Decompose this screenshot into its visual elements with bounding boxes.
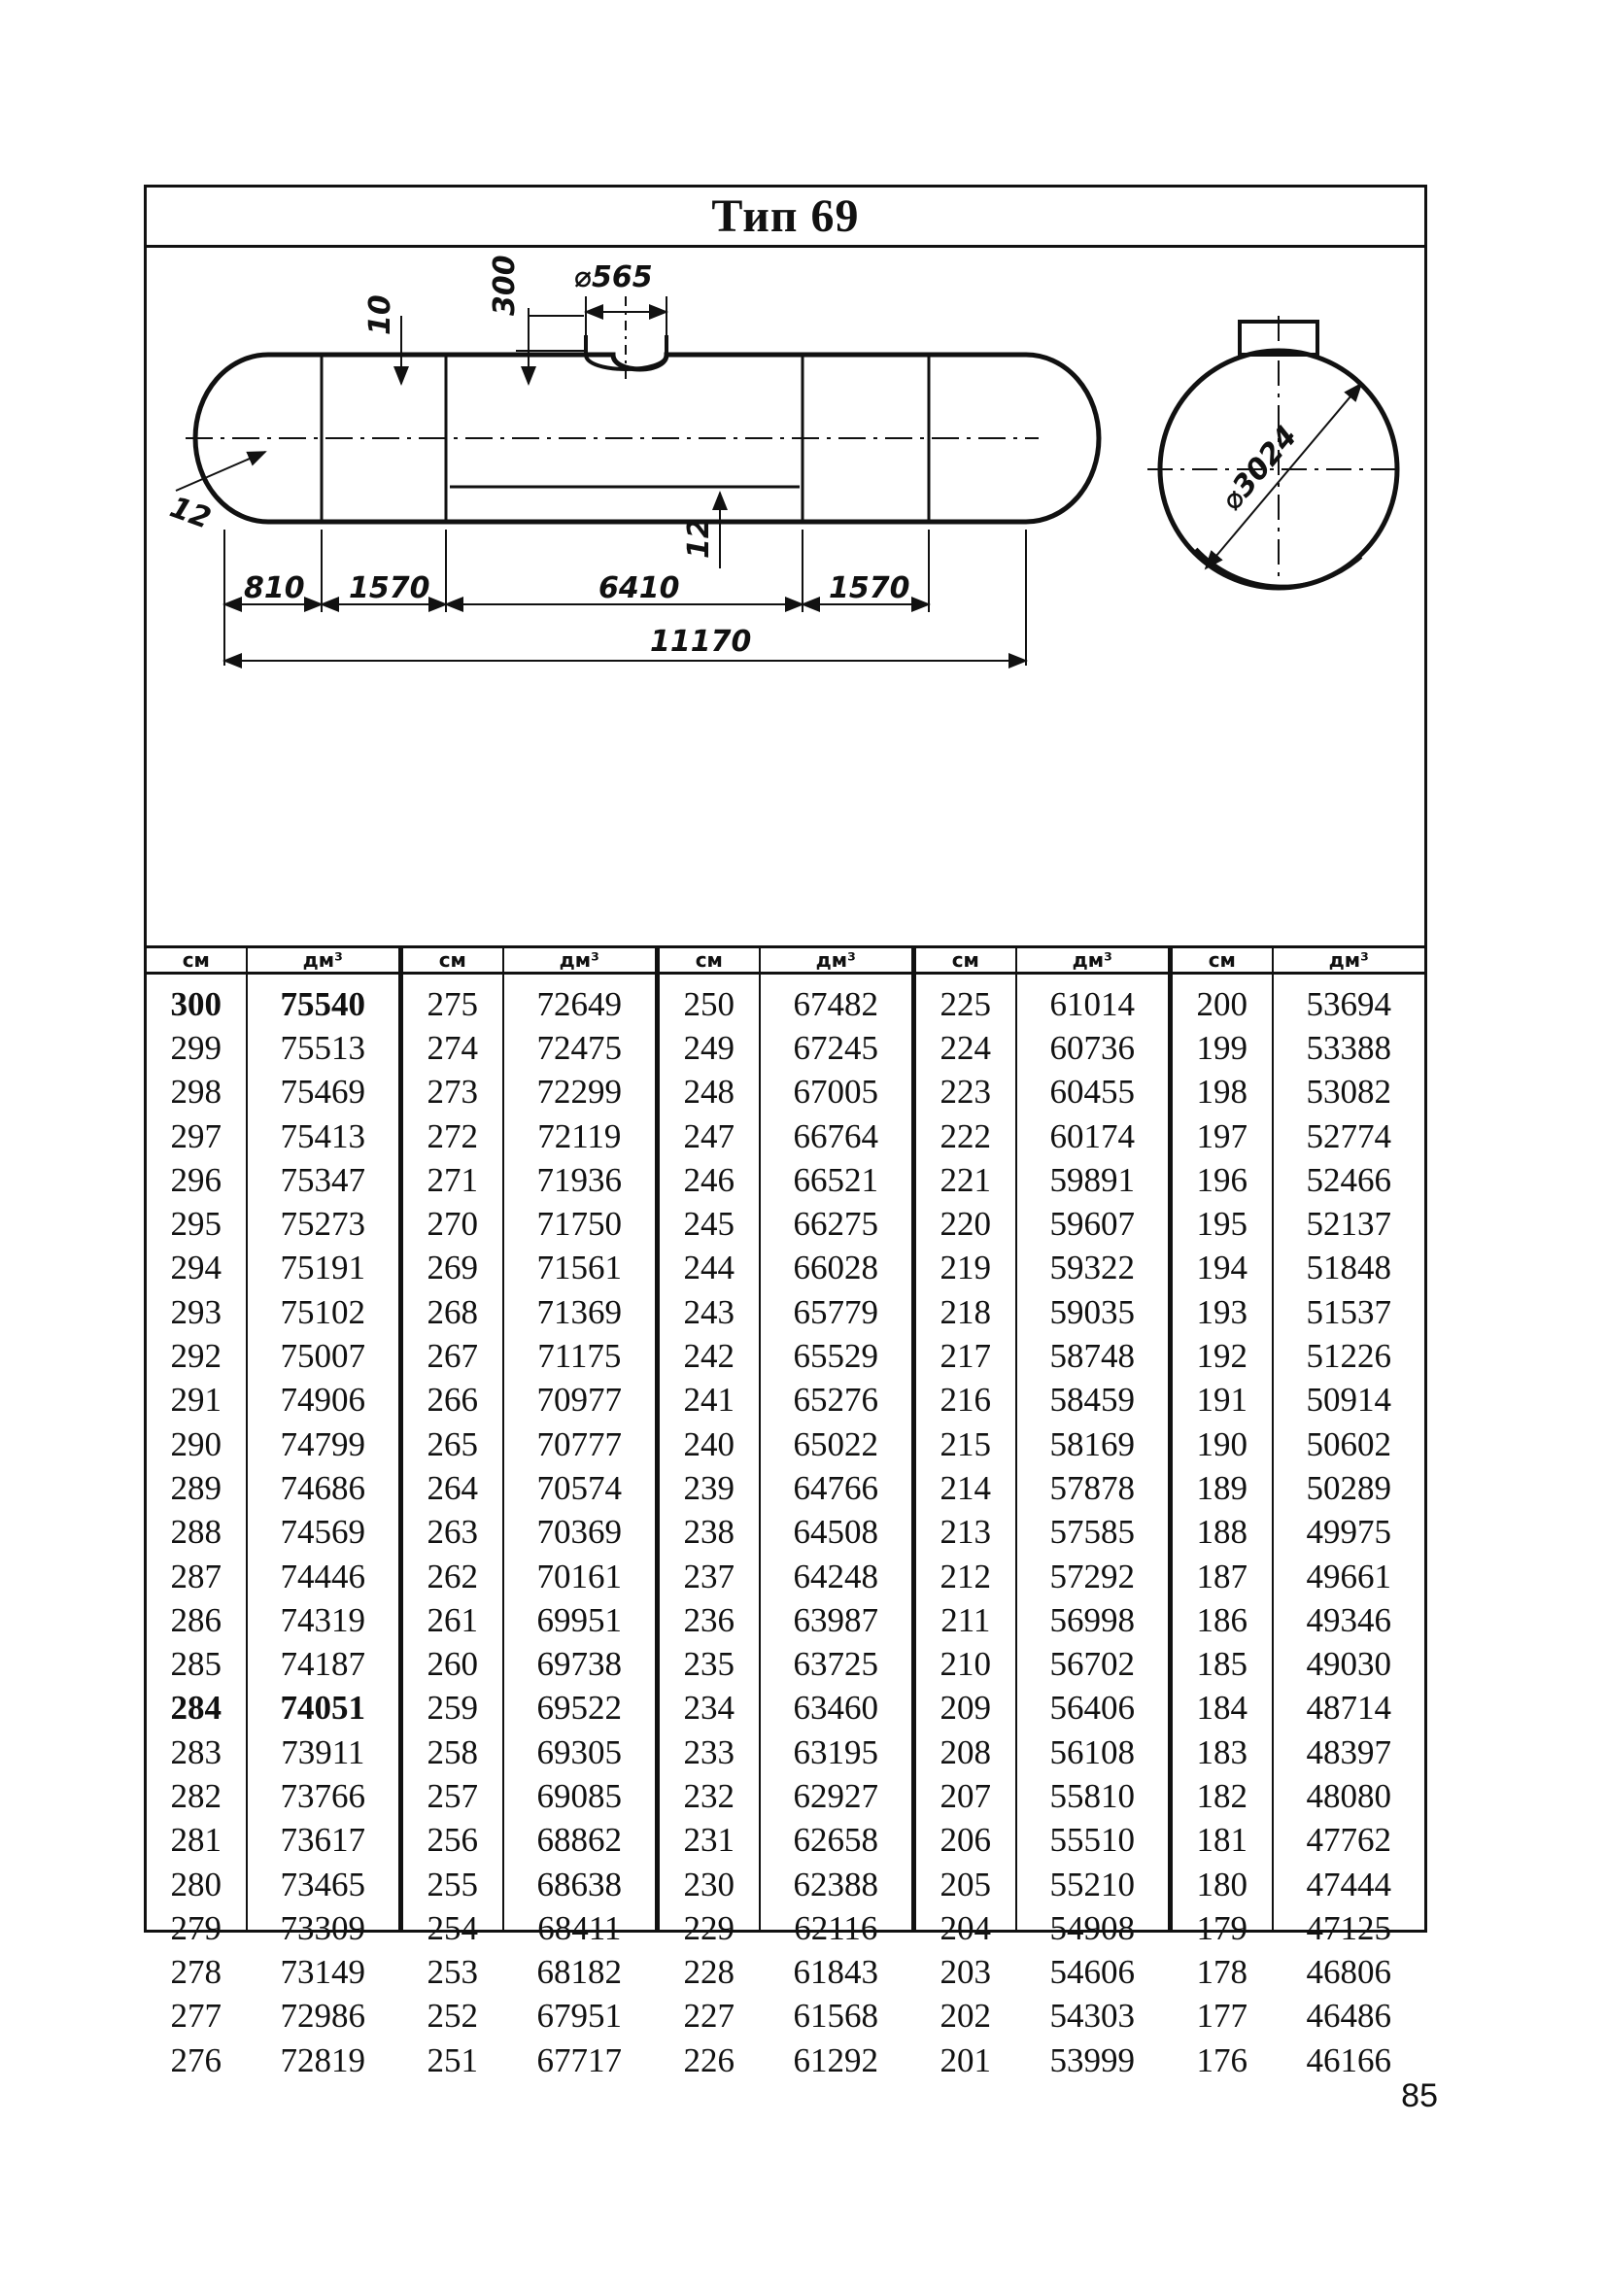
volume-cell: 66764: [793, 1116, 879, 1155]
level-cell: 180: [1196, 1865, 1248, 1903]
volume-cell: 57585: [1049, 1513, 1136, 1552]
level-column: [1173, 948, 1274, 2079]
level-cell: 299: [170, 1028, 222, 1067]
volume-cell: 63725: [793, 1645, 879, 1684]
level-cell: 201: [940, 2040, 992, 2079]
volume-cell: 62388: [793, 1865, 879, 1903]
level-cell: 183: [1196, 1732, 1248, 1771]
level-cell: 247: [683, 1116, 735, 1155]
volume-cell: 55510: [1049, 1821, 1136, 1860]
tank-table-frame: [144, 185, 1427, 2079]
dim-seg1: 810: [244, 571, 305, 605]
level-cell: 272: [427, 1116, 479, 1155]
volume-cell: 75102: [280, 1292, 366, 1331]
volume-cell: 75540: [280, 984, 366, 1023]
volume-cell: 49346: [1306, 1600, 1392, 1639]
level-cell: 179: [1196, 1908, 1248, 1947]
level-cell: 270: [427, 1205, 479, 1244]
volume-cell: 67005: [793, 1073, 879, 1112]
level-cell: 250: [683, 984, 735, 1023]
level-cell: 288: [170, 1513, 222, 1552]
volume-cell: 55210: [1049, 1865, 1136, 1903]
level-cell: 279: [170, 1908, 222, 1947]
level-cell: 297: [170, 1116, 222, 1155]
volume-cell: 72475: [536, 1028, 623, 1067]
volume-cell: 48714: [1306, 1689, 1392, 1728]
volume-cell: 75273: [280, 1205, 366, 1244]
dim-seg4: 1570: [829, 571, 910, 605]
volume-cell: 65529: [793, 1337, 879, 1376]
volume-cell: 72819: [280, 2040, 366, 2079]
volume-cell: 69522: [536, 1689, 623, 1728]
level-cell: 221: [940, 1160, 992, 1199]
level-cell: 271: [427, 1160, 479, 1199]
volume-cell: 58748: [1049, 1337, 1136, 1376]
level-cell: 260: [427, 1645, 479, 1684]
level-cell: 254: [427, 1908, 479, 1947]
dim-wall-top: 10: [363, 294, 397, 335]
level-cell: 210: [940, 1645, 992, 1684]
volume-cell: 57292: [1049, 1557, 1136, 1595]
level-cell: 246: [683, 1160, 735, 1199]
volume-cell: 65276: [793, 1381, 879, 1420]
volume-cell: 70777: [536, 1424, 623, 1463]
level-cell: 244: [683, 1249, 735, 1287]
volume-cell: 68862: [536, 1821, 623, 1860]
volume-cell: 54606: [1049, 1953, 1136, 1992]
volume-cell: 51848: [1306, 1249, 1392, 1287]
header-cm: см: [403, 948, 502, 975]
level-cell: 245: [683, 1205, 735, 1244]
volume-cell: 75469: [280, 1073, 366, 1112]
volume-cell: 75347: [280, 1160, 366, 1199]
volume-cell: 72119: [537, 1116, 622, 1155]
table-column-group: [1173, 948, 1424, 2079]
dim-diameter: ⌀3024: [1214, 419, 1305, 518]
table-column-group: [403, 948, 660, 2079]
level-cell: 178: [1196, 1953, 1248, 1992]
volume-cell: 58459: [1049, 1381, 1136, 1420]
dim-wall-bottom: 12: [682, 518, 716, 559]
level-cell: 176: [1196, 2040, 1248, 2079]
volume-cell: 68411: [537, 1908, 622, 1947]
volume-cell: 64508: [793, 1513, 879, 1552]
level-cell: 229: [683, 1908, 735, 1947]
volume-cell: 61292: [793, 2040, 879, 2079]
level-column: [660, 948, 761, 2079]
level-cell: 233: [683, 1732, 735, 1771]
level-cell: 252: [427, 1997, 479, 2036]
dim-neck-diameter: ⌀565: [574, 260, 653, 294]
volume-cell: 63987: [793, 1600, 879, 1639]
volume-column: [1017, 948, 1168, 2079]
volume-cell: 74906: [280, 1381, 366, 1420]
level-cell: 239: [683, 1468, 735, 1507]
volume-cell: 56108: [1049, 1732, 1136, 1771]
level-cell: 185: [1196, 1645, 1248, 1684]
level-cell: 293: [170, 1292, 222, 1331]
level-cell: 237: [683, 1557, 735, 1595]
volume-cell: 53999: [1049, 2040, 1136, 2079]
level-cell: 269: [427, 1249, 479, 1287]
level-column: [916, 948, 1017, 2079]
level-cell: 278: [170, 1953, 222, 1992]
volume-cell: 70161: [536, 1557, 623, 1595]
level-cell: 281: [170, 1821, 222, 1860]
table-column-group: [660, 948, 916, 2079]
title-bar: [147, 188, 1424, 248]
level-cell: 200: [1196, 984, 1248, 1023]
volume-cell: 47444: [1306, 1865, 1392, 1903]
level-cell: 184: [1196, 1689, 1248, 1728]
page-title: Тип 69: [711, 190, 860, 242]
level-cell: 242: [683, 1337, 735, 1376]
volume-cell: 71175: [537, 1337, 622, 1376]
volume-cell: 66275: [793, 1205, 879, 1244]
level-cell: 256: [427, 1821, 479, 1860]
level-cell: 300: [170, 984, 222, 1023]
level-cell: 259: [427, 1689, 479, 1728]
volume-cell: 71561: [536, 1249, 623, 1287]
volume-cell: 54303: [1049, 1997, 1136, 2036]
level-cell: 231: [683, 1821, 735, 1860]
volume-cell: 70574: [536, 1468, 623, 1507]
level-cell: 217: [940, 1337, 992, 1376]
volume-cell: 64766: [793, 1468, 879, 1507]
level-cell: 265: [427, 1424, 479, 1463]
volume-cell: 60736: [1049, 1028, 1136, 1067]
volume-cell: 69305: [536, 1732, 623, 1771]
volume-cell: 47762: [1306, 1821, 1392, 1860]
volume-cell: 75513: [280, 1028, 366, 1067]
level-cell: 273: [427, 1073, 479, 1112]
volume-cell: 74187: [280, 1645, 366, 1684]
volume-cell: 46486: [1306, 1997, 1392, 2036]
level-cell: 222: [940, 1116, 992, 1155]
volume-cell: 59035: [1049, 1292, 1136, 1331]
volume-cell: 69085: [536, 1776, 623, 1815]
volume-cell: 72649: [536, 984, 623, 1023]
volume-cell: 59607: [1049, 1205, 1136, 1244]
page-number: 85: [1401, 2077, 1438, 2114]
volume-cell: 64248: [793, 1557, 879, 1595]
volume-cell: 70369: [536, 1513, 623, 1552]
level-cell: 213: [940, 1513, 992, 1552]
header-dm: дм³: [1274, 948, 1424, 975]
volume-cell: 52137: [1306, 1205, 1392, 1244]
level-cell: 258: [427, 1732, 479, 1771]
dim-total: 11170: [650, 625, 752, 659]
level-cell: 224: [940, 1028, 992, 1067]
volume-cell: 67245: [793, 1028, 879, 1067]
volume-cell: 59891: [1049, 1160, 1136, 1199]
volume-cell: 51537: [1306, 1292, 1392, 1331]
level-cell: 226: [683, 2040, 735, 2079]
level-cell: 205: [940, 1865, 992, 1903]
level-cell: 181: [1196, 1821, 1248, 1860]
side-view: [176, 296, 1099, 666]
level-cell: 198: [1196, 1073, 1248, 1112]
level-cell: 255: [427, 1865, 479, 1903]
volume-cell: 63195: [793, 1732, 879, 1771]
level-cell: 228: [683, 1953, 735, 1992]
dim-head-wall: 12: [165, 490, 216, 536]
volume-cell: 73149: [280, 1953, 366, 1992]
level-cell: 215: [940, 1424, 992, 1463]
volume-cell: 49030: [1306, 1645, 1392, 1684]
level-cell: 230: [683, 1865, 735, 1903]
volume-cell: 60455: [1049, 1073, 1136, 1112]
volume-cell: 62927: [793, 1776, 879, 1815]
level-cell: 238: [683, 1513, 735, 1552]
level-cell: 266: [427, 1381, 479, 1420]
dim-seg2: 1570: [349, 571, 430, 605]
level-cell: 291: [170, 1381, 222, 1420]
level-cell: 276: [170, 2040, 222, 2079]
volume-cell: 72986: [280, 1997, 366, 2036]
volume-cell: 46166: [1306, 2040, 1392, 2079]
volume-column: [248, 948, 398, 2079]
level-cell: 204: [940, 1908, 992, 1947]
volume-cell: 49661: [1306, 1557, 1392, 1595]
volume-cell: 65022: [793, 1424, 879, 1463]
volume-cell: 71750: [536, 1205, 623, 1244]
volume-cell: 66521: [793, 1160, 879, 1199]
volume-cell: 48397: [1306, 1732, 1392, 1771]
volume-cell: 50289: [1306, 1468, 1392, 1507]
volume-column: [1274, 948, 1424, 2079]
level-cell: 284: [170, 1689, 222, 1728]
volume-cell: 47125: [1306, 1908, 1392, 1947]
volume-cell: 58169: [1049, 1424, 1136, 1463]
header-dm: дм³: [504, 948, 655, 975]
level-cell: 289: [170, 1468, 222, 1507]
header-cm: см: [916, 948, 1015, 975]
level-cell: 211: [940, 1600, 991, 1639]
level-cell: 294: [170, 1249, 222, 1287]
level-cell: 268: [427, 1292, 479, 1331]
volume-cell: 54908: [1049, 1908, 1136, 1947]
volume-cell: 74319: [280, 1600, 366, 1639]
level-cell: 240: [683, 1424, 735, 1463]
volume-cell: 68182: [536, 1953, 623, 1992]
volume-cell: 48080: [1306, 1776, 1392, 1815]
volume-column: [504, 948, 655, 2079]
level-cell: 264: [427, 1468, 479, 1507]
level-cell: 199: [1196, 1028, 1248, 1067]
volume-cell: 75007: [280, 1337, 366, 1376]
volume-cell: 69738: [536, 1645, 623, 1684]
level-cell: 248: [683, 1073, 735, 1112]
level-cell: 218: [940, 1292, 992, 1331]
volume-cell: 73617: [280, 1821, 366, 1860]
volume-cell: 56702: [1049, 1645, 1136, 1684]
level-cell: 227: [683, 1997, 735, 2036]
level-cell: 274: [427, 1028, 479, 1067]
level-cell: 262: [427, 1557, 479, 1595]
volume-cell: 53388: [1306, 1028, 1392, 1067]
level-cell: 257: [427, 1776, 479, 1815]
level-cell: 290: [170, 1424, 222, 1463]
volume-cell: 75413: [280, 1116, 366, 1155]
header-cm: см: [660, 948, 759, 975]
level-cell: 208: [940, 1732, 992, 1771]
header-dm: дм³: [248, 948, 398, 975]
volume-cell: 57878: [1049, 1468, 1136, 1507]
tank-drawing-svg: [147, 248, 1424, 945]
level-cell: 225: [940, 984, 992, 1023]
volume-cell: 53694: [1306, 984, 1392, 1023]
volume-cell: 73911: [281, 1732, 365, 1771]
level-cell: 243: [683, 1292, 735, 1331]
level-cell: 189: [1196, 1468, 1248, 1507]
level-cell: 295: [170, 1205, 222, 1244]
level-cell: 194: [1196, 1249, 1248, 1287]
volume-cell: 73465: [280, 1865, 366, 1903]
volume-cell: 61843: [793, 1953, 879, 1992]
level-cell: 186: [1196, 1600, 1248, 1639]
level-cell: 177: [1196, 1997, 1248, 2036]
level-cell: 195: [1196, 1205, 1248, 1244]
level-cell: 282: [170, 1776, 222, 1815]
level-column: [403, 948, 504, 2079]
dim-seg3: 6410: [598, 571, 680, 605]
level-cell: 286: [170, 1600, 222, 1639]
volume-cell: 74446: [280, 1557, 366, 1595]
volume-cell: 50914: [1306, 1381, 1392, 1420]
level-cell: 251: [427, 2040, 479, 2079]
volume-cell: 71936: [536, 1160, 623, 1199]
volume-cell: 52774: [1306, 1116, 1392, 1155]
table-column-group: [147, 948, 403, 2079]
volume-cell: 72299: [536, 1073, 623, 1112]
level-cell: 196: [1196, 1160, 1248, 1199]
level-cell: 235: [683, 1645, 735, 1684]
volume-cell: 62658: [793, 1821, 879, 1860]
level-cell: 236: [683, 1600, 735, 1639]
level-cell: 216: [940, 1381, 992, 1420]
level-cell: 234: [683, 1689, 735, 1728]
volume-cell: 66028: [793, 1249, 879, 1287]
level-cell: 275: [427, 984, 479, 1023]
level-cell: 187: [1196, 1557, 1248, 1595]
volume-cell: 59322: [1049, 1249, 1136, 1287]
level-cell: 197: [1196, 1116, 1248, 1155]
level-cell: 209: [940, 1689, 992, 1728]
level-column: [147, 948, 248, 2079]
volume-cell: 71369: [536, 1292, 623, 1331]
calibration-table: [147, 945, 1424, 2079]
volume-cell: 67951: [536, 1997, 623, 2036]
level-cell: 223: [940, 1073, 992, 1112]
level-cell: 280: [170, 1865, 222, 1903]
level-cell: 261: [427, 1600, 479, 1639]
level-cell: 191: [1196, 1381, 1248, 1420]
level-cell: 188: [1196, 1513, 1248, 1552]
volume-cell: 49975: [1306, 1513, 1392, 1552]
header-cm: см: [1173, 948, 1272, 975]
level-cell: 220: [940, 1205, 992, 1244]
volume-column: [761, 948, 911, 2079]
volume-cell: 56406: [1049, 1689, 1136, 1728]
level-cell: 206: [940, 1821, 992, 1860]
volume-cell: 74051: [280, 1689, 366, 1728]
volume-cell: 69951: [536, 1600, 623, 1639]
dim-neck-height: 300: [488, 255, 522, 316]
level-cell: 267: [427, 1337, 479, 1376]
level-cell: 283: [170, 1732, 222, 1771]
volume-cell: 63460: [793, 1689, 879, 1728]
volume-cell: 74799: [280, 1424, 366, 1463]
level-cell: 263: [427, 1513, 479, 1552]
level-cell: 298: [170, 1073, 222, 1112]
header-dm: дм³: [761, 948, 911, 975]
tank-drawing: [147, 248, 1424, 945]
volume-cell: 75191: [280, 1249, 366, 1287]
volume-cell: 60174: [1049, 1116, 1136, 1155]
volume-cell: 67482: [793, 984, 879, 1023]
level-cell: 207: [940, 1776, 992, 1815]
level-cell: 241: [683, 1381, 735, 1420]
volume-cell: 61014: [1049, 984, 1136, 1023]
volume-cell: 68638: [536, 1865, 623, 1903]
header-dm: дм³: [1017, 948, 1168, 975]
level-cell: 182: [1196, 1776, 1248, 1815]
volume-cell: 55810: [1049, 1776, 1136, 1815]
volume-cell: 52466: [1306, 1160, 1392, 1199]
level-cell: 253: [427, 1953, 479, 1992]
level-cell: 190: [1196, 1424, 1248, 1463]
level-cell: 212: [940, 1557, 992, 1595]
level-cell: 232: [683, 1776, 735, 1815]
volume-cell: 74569: [280, 1513, 366, 1552]
volume-cell: 70977: [536, 1381, 623, 1420]
level-cell: 277: [170, 1997, 222, 2036]
level-cell: 287: [170, 1557, 222, 1595]
header-cm: см: [147, 948, 246, 975]
level-cell: 285: [170, 1645, 222, 1684]
level-cell: 249: [683, 1028, 735, 1067]
volume-cell: 73766: [280, 1776, 366, 1815]
level-cell: 296: [170, 1160, 222, 1199]
volume-cell: 53082: [1306, 1073, 1392, 1112]
level-cell: 192: [1196, 1337, 1248, 1376]
level-cell: 203: [940, 1953, 992, 1992]
volume-cell: 62116: [794, 1908, 878, 1947]
volume-cell: 46806: [1306, 1953, 1392, 1992]
volume-cell: 73309: [280, 1908, 366, 1947]
volume-cell: 56998: [1049, 1600, 1136, 1639]
volume-cell: 51226: [1306, 1337, 1392, 1376]
level-cell: 219: [940, 1249, 992, 1287]
volume-cell: 67717: [536, 2040, 623, 2079]
table-column-group: [916, 948, 1173, 2079]
volume-cell: 65779: [793, 1292, 879, 1331]
level-cell: 193: [1196, 1292, 1248, 1331]
volume-cell: 74686: [280, 1468, 366, 1507]
level-cell: 214: [940, 1468, 992, 1507]
volume-cell: 50602: [1306, 1424, 1392, 1463]
level-cell: 202: [940, 1997, 992, 2036]
volume-cell: 61568: [793, 1997, 879, 2036]
level-cell: 292: [170, 1337, 222, 1376]
